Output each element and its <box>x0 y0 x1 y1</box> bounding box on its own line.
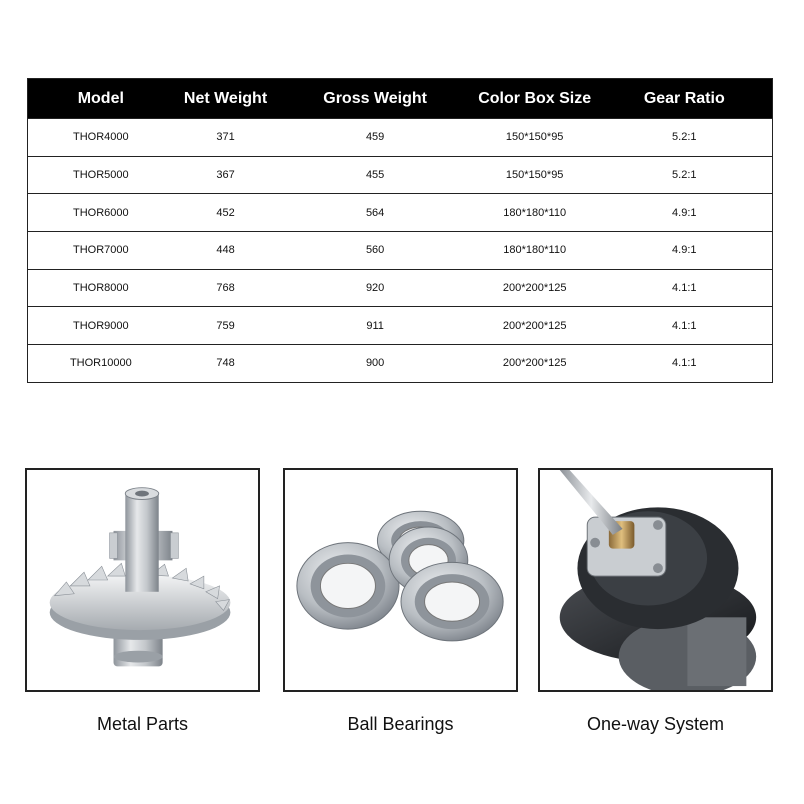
cell-net-weight: 452 <box>216 206 235 219</box>
cell-gross-weight: 459 <box>365 131 385 144</box>
cell-gross-weight: 920 <box>365 282 385 295</box>
cell-model: THOR5000 <box>73 169 129 182</box>
cell-gross-weight: 564 <box>365 206 385 219</box>
header-gear-ratio: Gear Ratio <box>643 89 725 107</box>
cell-net-weight: 768 <box>216 282 235 295</box>
cell-net-weight: 748 <box>216 357 235 370</box>
table-row <box>28 194 773 232</box>
cell-net-weight: 367 <box>216 169 235 182</box>
table-header-row <box>28 79 773 119</box>
cell-model: THOR8000 <box>73 282 129 295</box>
cell-model: THOR7000 <box>73 244 129 257</box>
metal-gear-icon <box>27 470 258 690</box>
cell-net-weight: 371 <box>216 131 235 144</box>
table-row <box>28 232 773 270</box>
cell-gross-weight: 900 <box>365 357 385 370</box>
header-net-weight: Net Weight <box>183 89 268 107</box>
cell-model: THOR6000 <box>73 206 129 219</box>
cell-gear-ratio: 4.9:1 <box>672 206 697 219</box>
cell-box-size: 200*200*125 <box>502 357 567 370</box>
cell-box-size: 200*200*125 <box>502 319 567 332</box>
cell-box-size: 200*200*125 <box>502 282 567 295</box>
one-way-system-image <box>538 468 773 692</box>
ball-bearings-image <box>283 468 518 692</box>
cell-box-size: 150*150*95 <box>505 169 564 182</box>
caption-ball-bearings: Ball Bearings <box>347 714 454 734</box>
ball-bearing-icon <box>285 470 516 690</box>
cell-gross-weight: 455 <box>365 169 385 182</box>
cell-model: THOR9000 <box>73 319 129 332</box>
cell-gear-ratio: 4.1:1 <box>672 357 697 370</box>
cell-gear-ratio: 5.2:1 <box>672 169 697 182</box>
cell-model: THOR4000 <box>73 131 129 144</box>
caption-one-way-system: One-way System <box>586 714 725 734</box>
table-row <box>28 156 773 194</box>
table-row <box>28 307 773 345</box>
caption-metal-parts: Metal Parts <box>96 714 189 734</box>
cell-gear-ratio: 4.9:1 <box>672 244 697 257</box>
cell-box-size: 180*180*110 <box>503 206 567 219</box>
cell-net-weight: 448 <box>216 244 235 257</box>
header-gross-weight: Gross Weight <box>323 89 427 107</box>
cell-box-size: 150*150*95 <box>505 131 564 144</box>
spec-table <box>27 78 773 383</box>
cell-box-size: 180*180*110 <box>503 244 567 257</box>
cell-gear-ratio: 4.1:1 <box>672 282 697 295</box>
cell-gear-ratio: 4.1:1 <box>672 319 697 332</box>
cell-net-weight: 759 <box>216 319 235 332</box>
header-model: Model <box>77 89 124 107</box>
cell-gross-weight: 911 <box>366 319 384 332</box>
cell-model: THOR10000 <box>69 357 132 370</box>
table-row <box>28 269 773 307</box>
one-way-clutch-icon <box>540 470 771 690</box>
table-row <box>28 345 773 383</box>
table-row <box>28 119 773 157</box>
metal-parts-image <box>25 468 260 692</box>
cell-gross-weight: 560 <box>365 244 385 257</box>
header-color-box-size: Color Box Size <box>478 89 592 107</box>
cell-gear-ratio: 5.2:1 <box>672 131 697 144</box>
